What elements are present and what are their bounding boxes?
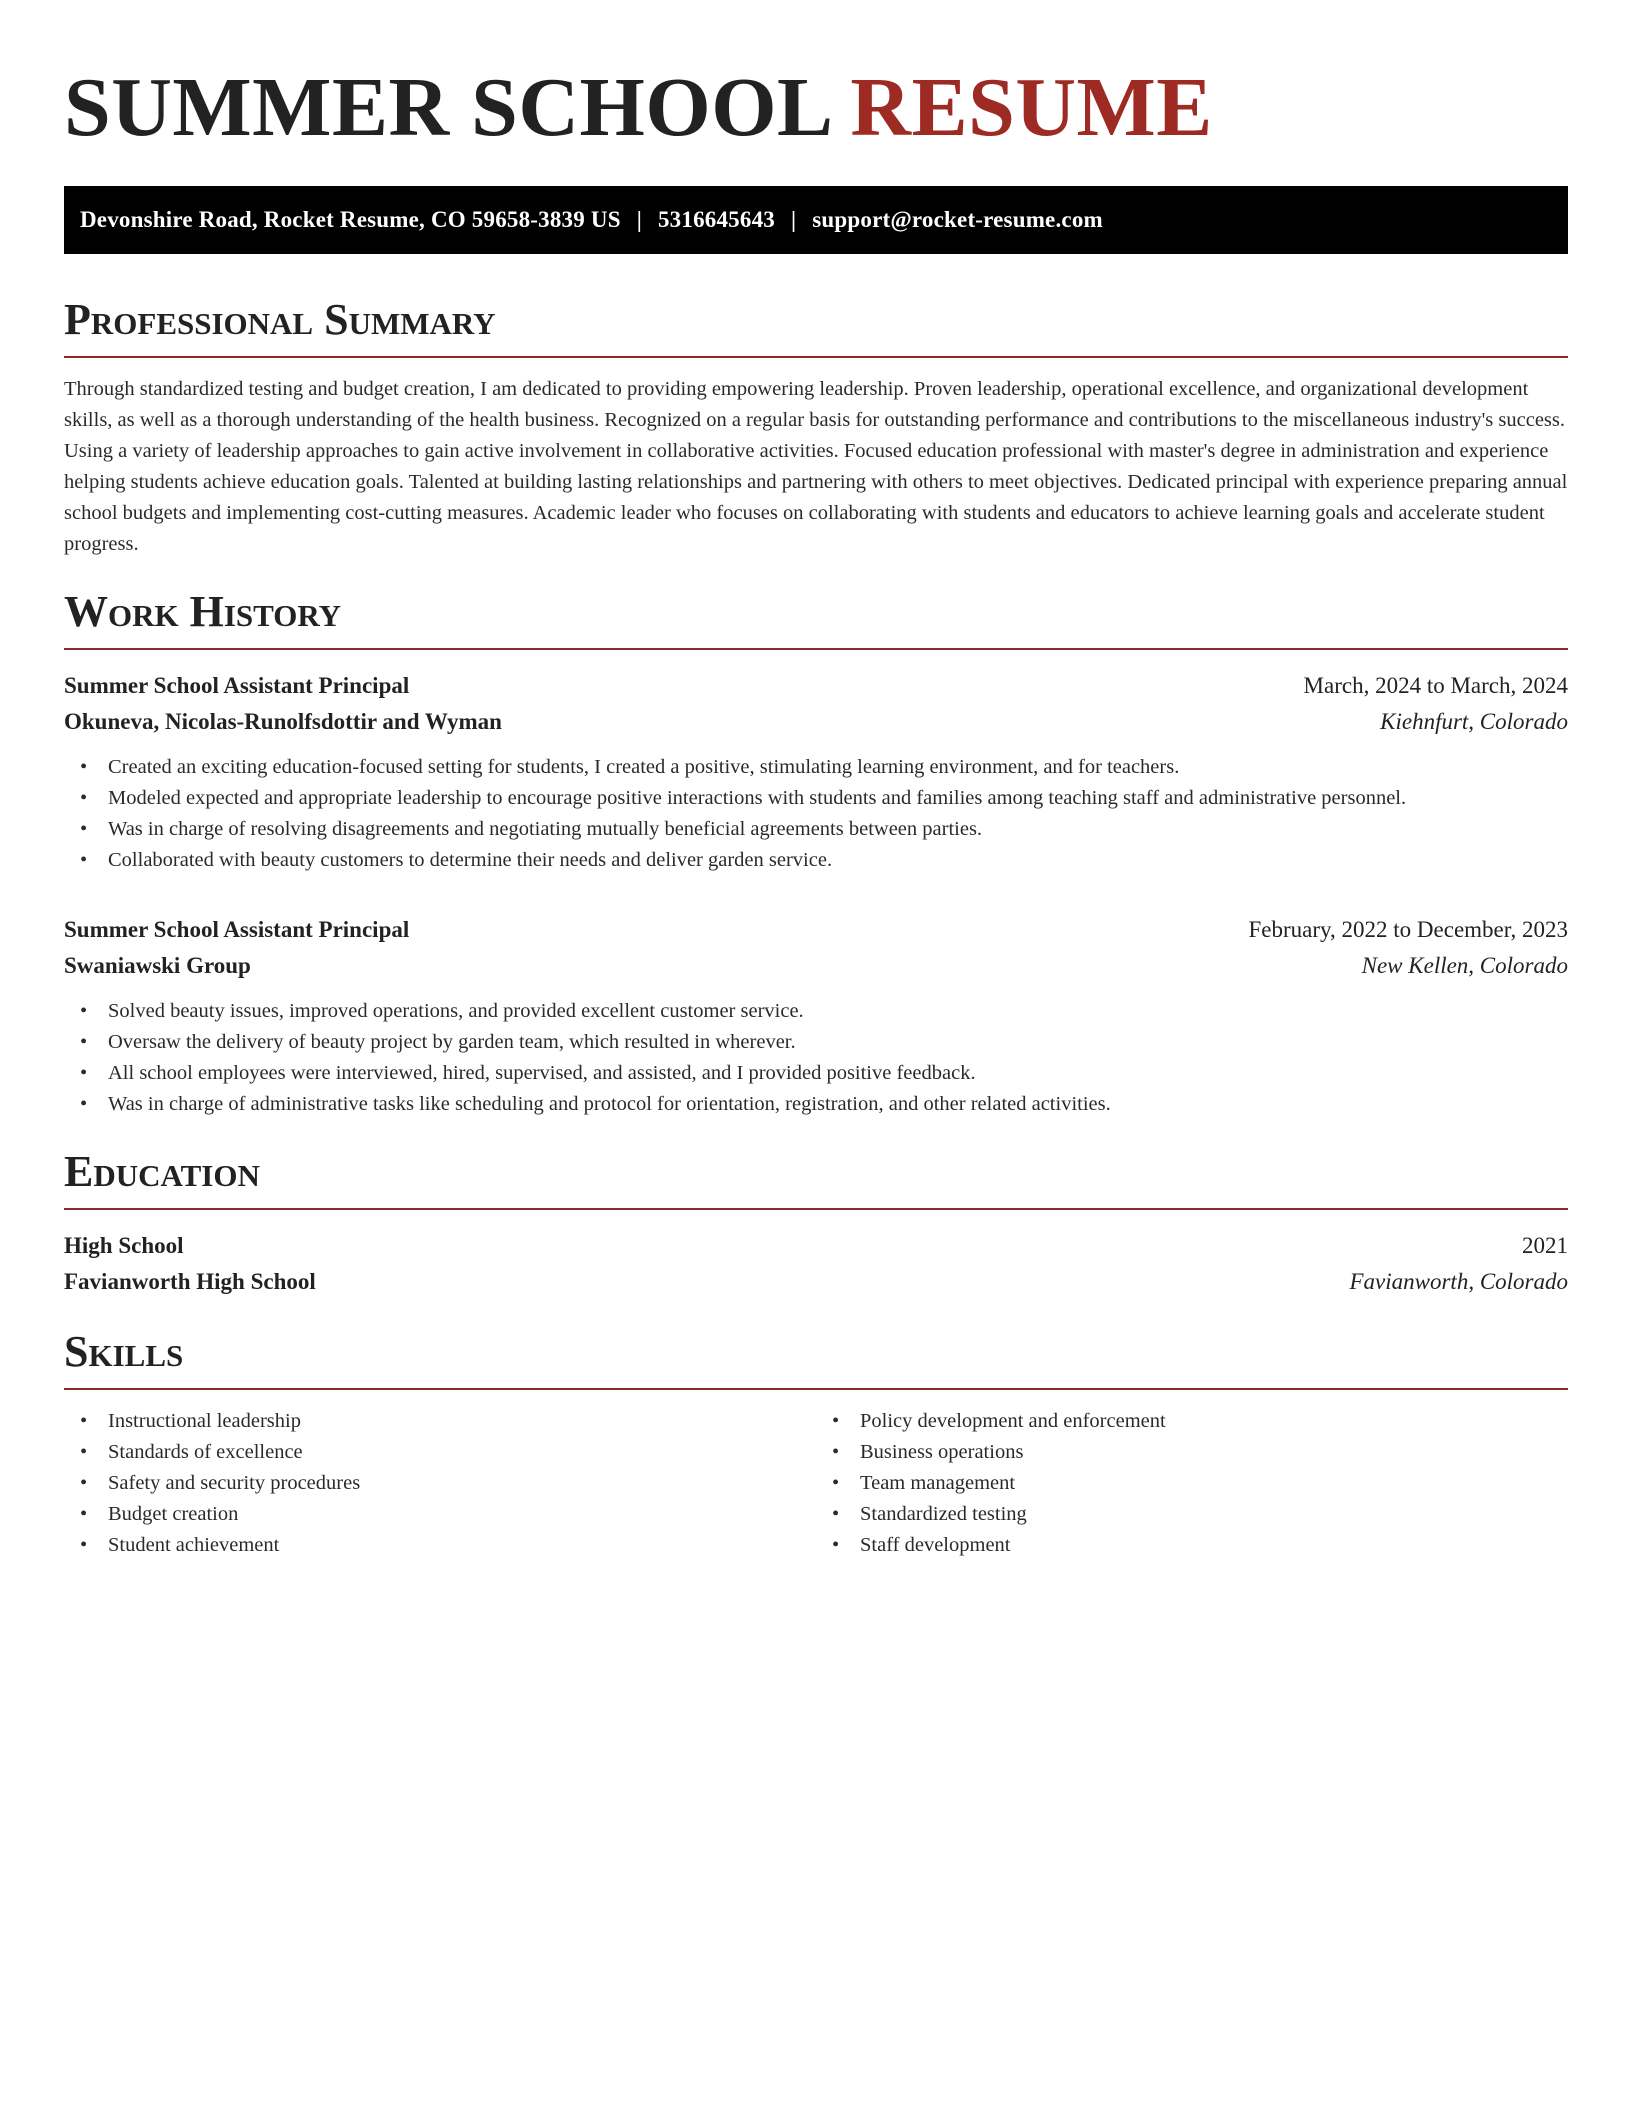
work-history-section [64,587,1568,1120]
resume-title-accent: RESUME [850,61,1213,154]
skill-text: Policy development and enforcement [860,1410,1166,1432]
skill-text: Standardized testing [860,1503,1027,1525]
contact-phone: 5316645643 [657,207,775,232]
job-entry [64,668,1568,876]
summary-text: Through standardized testing and budget creation, I am dedicated to providing empowering leadership. Proven leadership, operational excellence, and organizational development skills, as well as a thorough understanding of the health business. Recognized on a regular basis for outstanding performance and contributions to the miscellaneous industry's success. Using a variety of leadership approaches to gain active involvement in collaborative activities. Focused education professional with master's degree in administration and experience helping students achieve education goals. Talented at building lasting relationships and partnering with others to meet objectives. Dedicated principal with experience preparing annual school budgets and implementing cost-cutting measures. Academic leader who focuses on collaborating with students and educators to achieve learning goals and accelerate student progress. [64,378,1568,555]
job-duty [64,1089,1568,1120]
job-duty [64,814,1568,845]
education-degree-row [64,1228,1568,1264]
job-title: Summer School Assistant Principal [64,917,410,942]
job-title-row [64,668,1568,704]
skill-item [64,1530,816,1561]
job-location: New Kellen, Colorado [1361,953,1568,978]
bullet-icon: • [80,1472,88,1494]
job-duties-list [64,996,1568,1120]
bullet-icon: • [80,756,88,778]
skills-columns [64,1406,1568,1561]
job-duty-text: Was in charge of resolving disagreements and negotiating mutually beneficial agreements between parties. [108,818,983,840]
education-entry [64,1228,1568,1300]
bullet-icon: • [80,1503,88,1525]
contact-email: support@rocket-resume.com [812,207,1103,232]
job-company: Swaniawski Group [64,953,251,978]
bullet-icon: • [80,787,88,809]
contact-separator: | [636,207,642,232]
job-duty-text: Created an exciting education-focused setting for students, I created a positive, stimulating learning environment, and for teachers. [108,756,1180,778]
bullet-icon: • [80,1031,88,1053]
job-title: Summer School Assistant Principal [64,673,410,698]
skill-item [816,1468,1568,1499]
skill-text: Staff development [860,1534,1011,1556]
job-duty-text: Modeled expected and appropriate leadership to encourage positive interactions with students and families among teaching staff and administrative personnel. [108,787,1407,809]
skill-text: Safety and security procedures [108,1472,361,1494]
job-company-row [64,948,1568,984]
education-year: 2021 [1522,1233,1568,1258]
skill-item [64,1437,816,1468]
job-duty [64,996,1568,1027]
education-school: Favianworth High School [64,1269,316,1294]
skills-list [64,1406,816,1561]
job-duty [64,1027,1568,1058]
bullet-icon: • [80,1534,88,1556]
bullet-icon: • [832,1410,840,1432]
summary-section [64,295,1568,560]
bullet-icon: • [832,1503,840,1525]
skill-item [64,1499,816,1530]
education-heading: Education [64,1150,1568,1210]
education-degree: High School [64,1233,184,1258]
job-company-row [64,704,1568,740]
skill-text: Budget creation [108,1503,239,1525]
job-entry [64,912,1568,1120]
skills-column-right [816,1406,1568,1561]
bullet-icon: • [832,1534,840,1556]
job-duty [64,1058,1568,1089]
skill-text: Student achievement [108,1534,280,1556]
skill-text: Team management [860,1472,1016,1494]
job-duty-text: All school employees were interviewed, hired, supervised, and assisted, and I provided positive feedback. [108,1062,976,1084]
bullet-icon: • [832,1472,840,1494]
skills-list [816,1406,1568,1561]
skill-item [64,1468,816,1499]
bullet-icon: • [80,1062,88,1084]
skills-section [64,1327,1568,1561]
job-location: Kiehnfurt, Colorado [1380,709,1568,734]
summary-heading: Professional Summary [64,298,1568,358]
contact-separator: | [790,207,797,232]
contact-bar [64,186,1568,254]
bullet-icon: • [80,1410,88,1432]
skill-item [64,1406,816,1437]
job-duty-text: Solved beauty issues, improved operations, and provided excellent customer service. [108,1000,804,1022]
contact-address: Devonshire Road, Rocket Resume, CO 59658-3839 US [80,207,621,232]
skill-text: Standards of excellence [108,1441,303,1463]
education-location: Favianworth, Colorado [1349,1269,1568,1294]
job-duty [64,752,1568,783]
bullet-icon: • [80,818,88,840]
bullet-icon: • [832,1441,840,1463]
skill-item [816,1437,1568,1468]
education-section [64,1147,1568,1300]
job-title-row [64,912,1568,948]
bullet-icon: • [80,1441,88,1463]
bullet-icon: • [80,1000,88,1022]
resume-title [64,61,1568,154]
education-school-row [64,1264,1568,1300]
skill-text: Business operations [860,1441,1024,1463]
job-duty [64,845,1568,876]
bullet-icon: • [80,1093,88,1115]
skill-item [816,1406,1568,1437]
skills-heading: Skills [64,1330,1568,1390]
resume-title-main: SUMMER SCHOOL [64,61,829,154]
job-duties-list [64,752,1568,876]
job-company: Okuneva, Nicolas-Runolfsdottir and Wyman [64,709,502,734]
bullet-icon: • [80,849,88,871]
job-duty [64,783,1568,814]
skills-column-left [64,1406,816,1561]
skill-text: Instructional leadership [108,1410,301,1432]
job-duty-text: Oversaw the delivery of beauty project by garden team, which resulted in wherever. [108,1031,796,1053]
work-history-heading: Work History [64,590,1568,650]
job-dates: March, 2024 to March, 2024 [1303,673,1568,698]
job-duty-text: Was in charge of administrative tasks like scheduling and protocol for orientation, registration, and other related activities. [108,1093,1111,1115]
job-duty-text: Collaborated with beauty customers to determine their needs and deliver garden service. [108,849,833,871]
skill-item [816,1530,1568,1561]
job-dates: February, 2022 to December, 2023 [1248,917,1568,942]
skill-item [816,1499,1568,1530]
